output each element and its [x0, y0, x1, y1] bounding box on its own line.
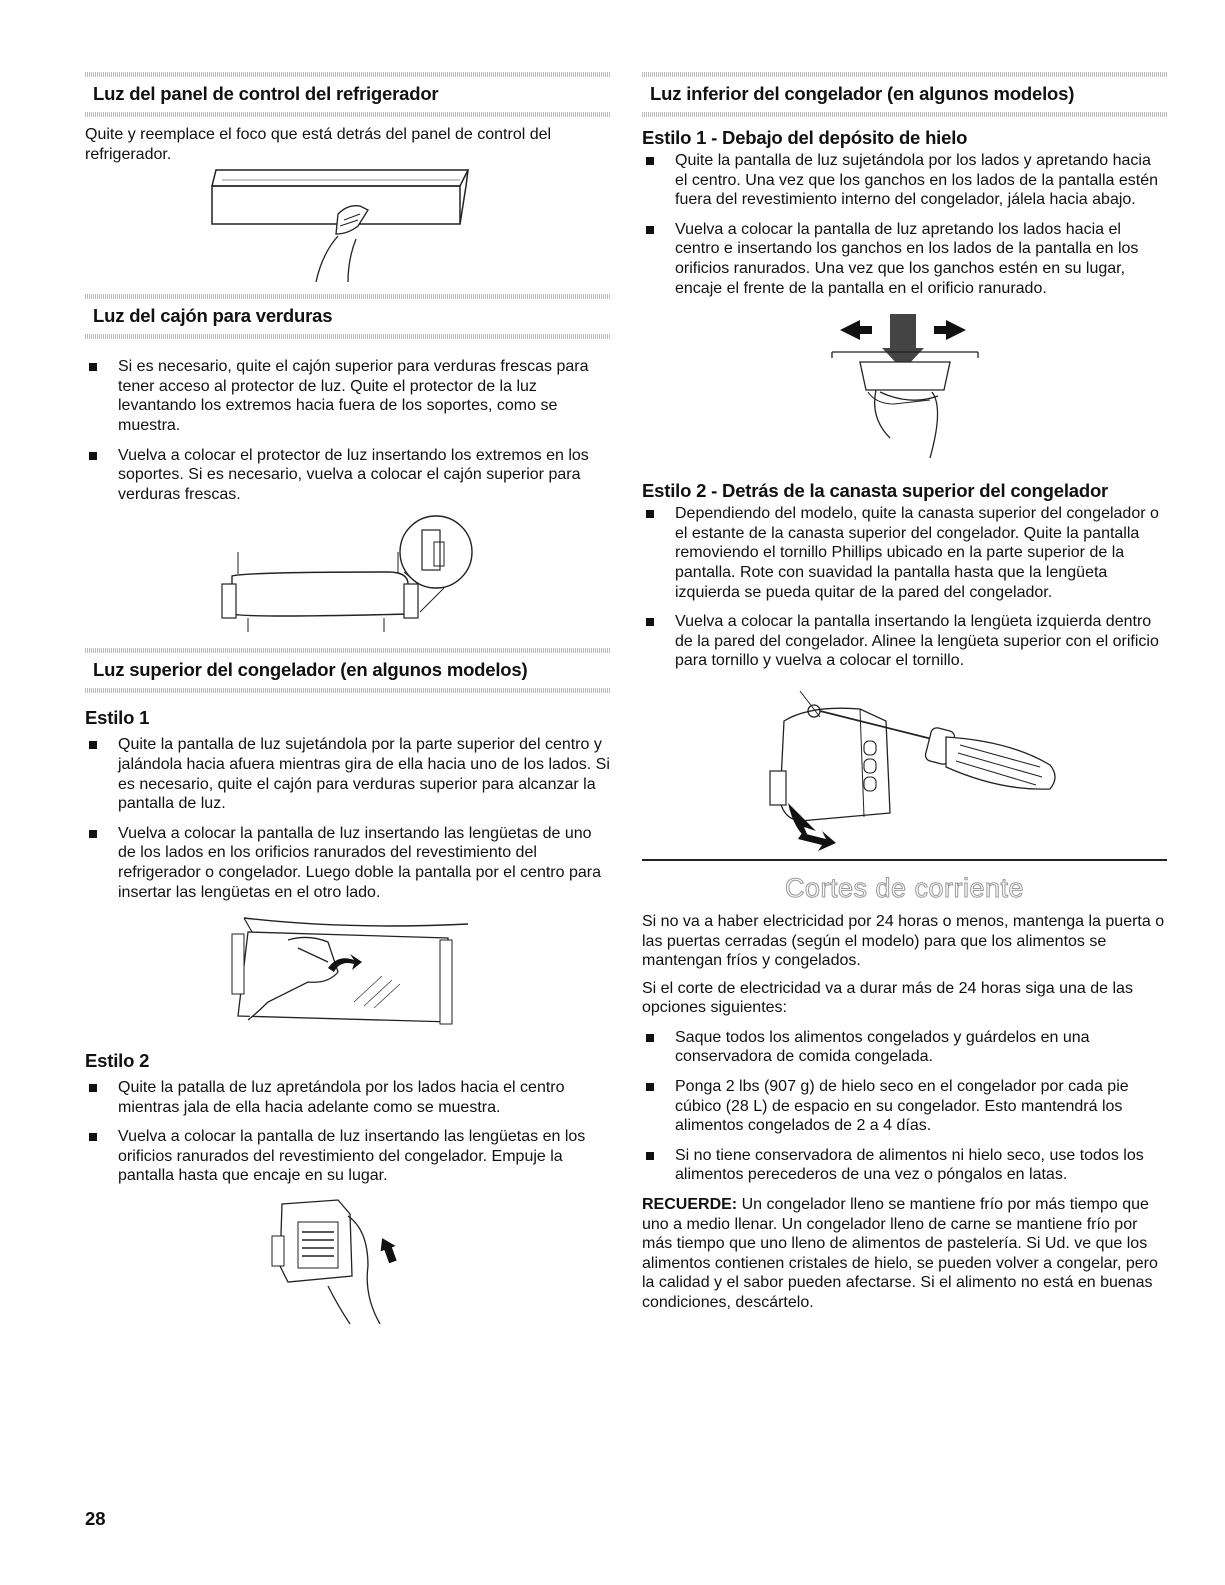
list-item: Vuelva a colocar la pantalla de luz apretando los lados hacia el centro e insertando los ganchos en los lados de la pantalla en los orificios ranurados. Una vez que los ganchos estén en su lugar, encaje el frente de la pantalla en el orificio ranurado.	[642, 220, 1167, 298]
upper-freezer-style1-bullets	[85, 735, 610, 902]
lower-freezer-style2-bullets	[642, 504, 1167, 671]
bullet-icon	[646, 510, 654, 518]
upper-freezer-style2-bullets	[85, 1078, 610, 1186]
upper-freezer-style2-illustration	[268, 1196, 428, 1331]
power-outage-bullets	[642, 1028, 1167, 1185]
bullet-icon	[646, 157, 654, 165]
bullet-icon	[89, 1133, 97, 1141]
list-item: Saque todos los alimentos congelados y guárdelos en una conservadora de comida congelada.	[642, 1028, 1167, 1067]
control-panel-light-text: Quite y reemplace el foco que está detrás del panel de control del refrigerador.	[85, 126, 552, 163]
bullet-icon	[646, 226, 654, 234]
left-column	[85, 0, 610, 1331]
section-title-crisper-light: Luz del cajón para verduras	[93, 305, 333, 327]
list-item: Quite la patalla de luz apretándola por los lados hacia el centro mientras jala de ella hacia adelante como se muestra.	[85, 1078, 610, 1117]
list-item: Quite la pantalla de luz sujetándola por la parte superior del centro y jalándola hacia afuera mientras gira de ella hacia uno de los lados. Si es necesario, quite el cajón para verduras superior para alcanzar la pantalla de luz.	[85, 735, 610, 813]
lower-freezer-style1-bullets	[642, 151, 1167, 298]
list-item: Vuelva a colocar la pantalla insertando la lengüeta izquierda dentro de la pared del congelador. Alinee la lengüeta superior con el orificio para tornillo y vuelva a colocar el tornillo.	[642, 612, 1167, 671]
bullet-icon	[646, 1152, 654, 1160]
section-title-control-panel-light: Luz del panel de control del refrigerador	[93, 83, 439, 104]
lower-style1-heading: Estilo 1 - Debajo del depósito de hielo	[642, 127, 968, 148]
bullet-icon	[89, 830, 97, 838]
list-item: Si no tiene conservadora de alimentos ni hielo seco, use todos los alimentos perecederos de una vez o póngalos en latas.	[642, 1146, 1167, 1185]
bullet-icon	[646, 1083, 654, 1091]
remember-label: RECUERDE:	[642, 1196, 738, 1214]
bullet-icon	[89, 363, 97, 371]
remember-note	[642, 1195, 1167, 1313]
power-paragraph-1: Si no va a haber electricidad por 24 horas o menos, mantenga la puerta o las puertas cerradas (según el modelo) para que los alimentos se mantengan fríos y congelados.	[642, 912, 1165, 970]
bullet-icon	[89, 1084, 97, 1092]
bullet-icon	[89, 741, 97, 749]
list-item: Vuelva a colocar la pantalla de luz insertando las lengüetas de uno de los lados en los orificios ranurados del revestimiento del refrigerador o congelador. Luego doble la pantalla por el centro para insertar las lengüetas en el otro lado.	[85, 824, 610, 902]
list-item: Ponga 2 lbs (907 g) de hielo seco en el congelador por cada pie cúbico (28 L) de espacio en su congelador. Esto mantendrá los alimentos congelados de 2 a 4 días.	[642, 1077, 1167, 1136]
power-paragraph-2: Si el corte de electricidad va a durar más de 24 horas siga una de las opciones siguientes:	[642, 979, 1133, 1017]
crisper-light-illustration	[208, 514, 488, 634]
section-title-lower-freezer-light: Luz inferior del congelador (en algunos modelos)	[650, 83, 1075, 104]
list-item: Vuelva a colocar el protector de luz insertando los extremos en los soportes. Si es necesario, vuelva a colocar el cajón superior para verduras frescas.	[85, 446, 610, 505]
style2-heading: Estilo 2	[85, 1050, 150, 1072]
section-title-power-outages: Cortes de corriente	[784, 872, 1025, 903]
control-panel-light-illustration	[198, 164, 498, 282]
section-title-upper-freezer-light: Luz superior del congelador (en algunos modelos)	[93, 659, 528, 681]
bullet-icon	[646, 1034, 654, 1042]
lower-freezer-style2-illustration	[740, 681, 1070, 851]
crisper-light-bullets	[85, 357, 610, 504]
section-rule	[642, 859, 1167, 861]
list-item: Quite la pantalla de luz sujetándola por los lados y apretando hacia el centro. Una vez que los ganchos en los lados de la pantalla estén fuera del revestimiento interno del congelador, jálela hacia abajo.	[642, 151, 1167, 210]
lower-style2-heading: Estilo 2 - Detrás de la canasta superior del congelador	[642, 480, 1109, 502]
page-number: 28	[85, 1508, 106, 1529]
bullet-icon	[646, 618, 654, 626]
lower-freezer-style1-illustration	[820, 308, 990, 468]
style1-heading: Estilo 1	[85, 707, 150, 729]
list-item: Si es necesario, quite el cajón superior para verduras frescas para tener acceso al protector de luz. Quite el protector de la luz levantando los extremos hacia fuera de los soportes, como se muestra.	[85, 357, 610, 435]
right-column	[642, 0, 1167, 1313]
bullet-icon	[89, 452, 97, 460]
list-item: Dependiendo del modelo, quite la canasta superior del congelador o el estante de la canasta superior del congelador. Quite la pantalla removiendo el tornillo Phillips ubicado en la parte superior de la pantalla. Rote con suavidad la pantalla hasta que la lengüeta izquierda se pueda quitar de la pared del congelador.	[642, 504, 1167, 602]
remember-text: Un congelador lleno se mantiene frío por más tiempo que uno a medio llenar. Un congelador lleno de carne se mantiene frío por más tiempo que uno lleno de alimentos de pastelería. Si Ud. ve que los alimentos contienen cristales de hielo, se pueden volver a congelar, pero la calidad y el sabor pueden afectarse. Si el alimento no está en buenas condiciones, descártelo.	[642, 1196, 1158, 1311]
list-item: Vuelva a colocar la pantalla de luz insertando las lengüetas en los orificios ranurados del revestimiento del congelador. Empuje la pantalla hasta que encaje en su lugar.	[85, 1127, 610, 1186]
upper-freezer-style1-illustration	[208, 912, 488, 1042]
